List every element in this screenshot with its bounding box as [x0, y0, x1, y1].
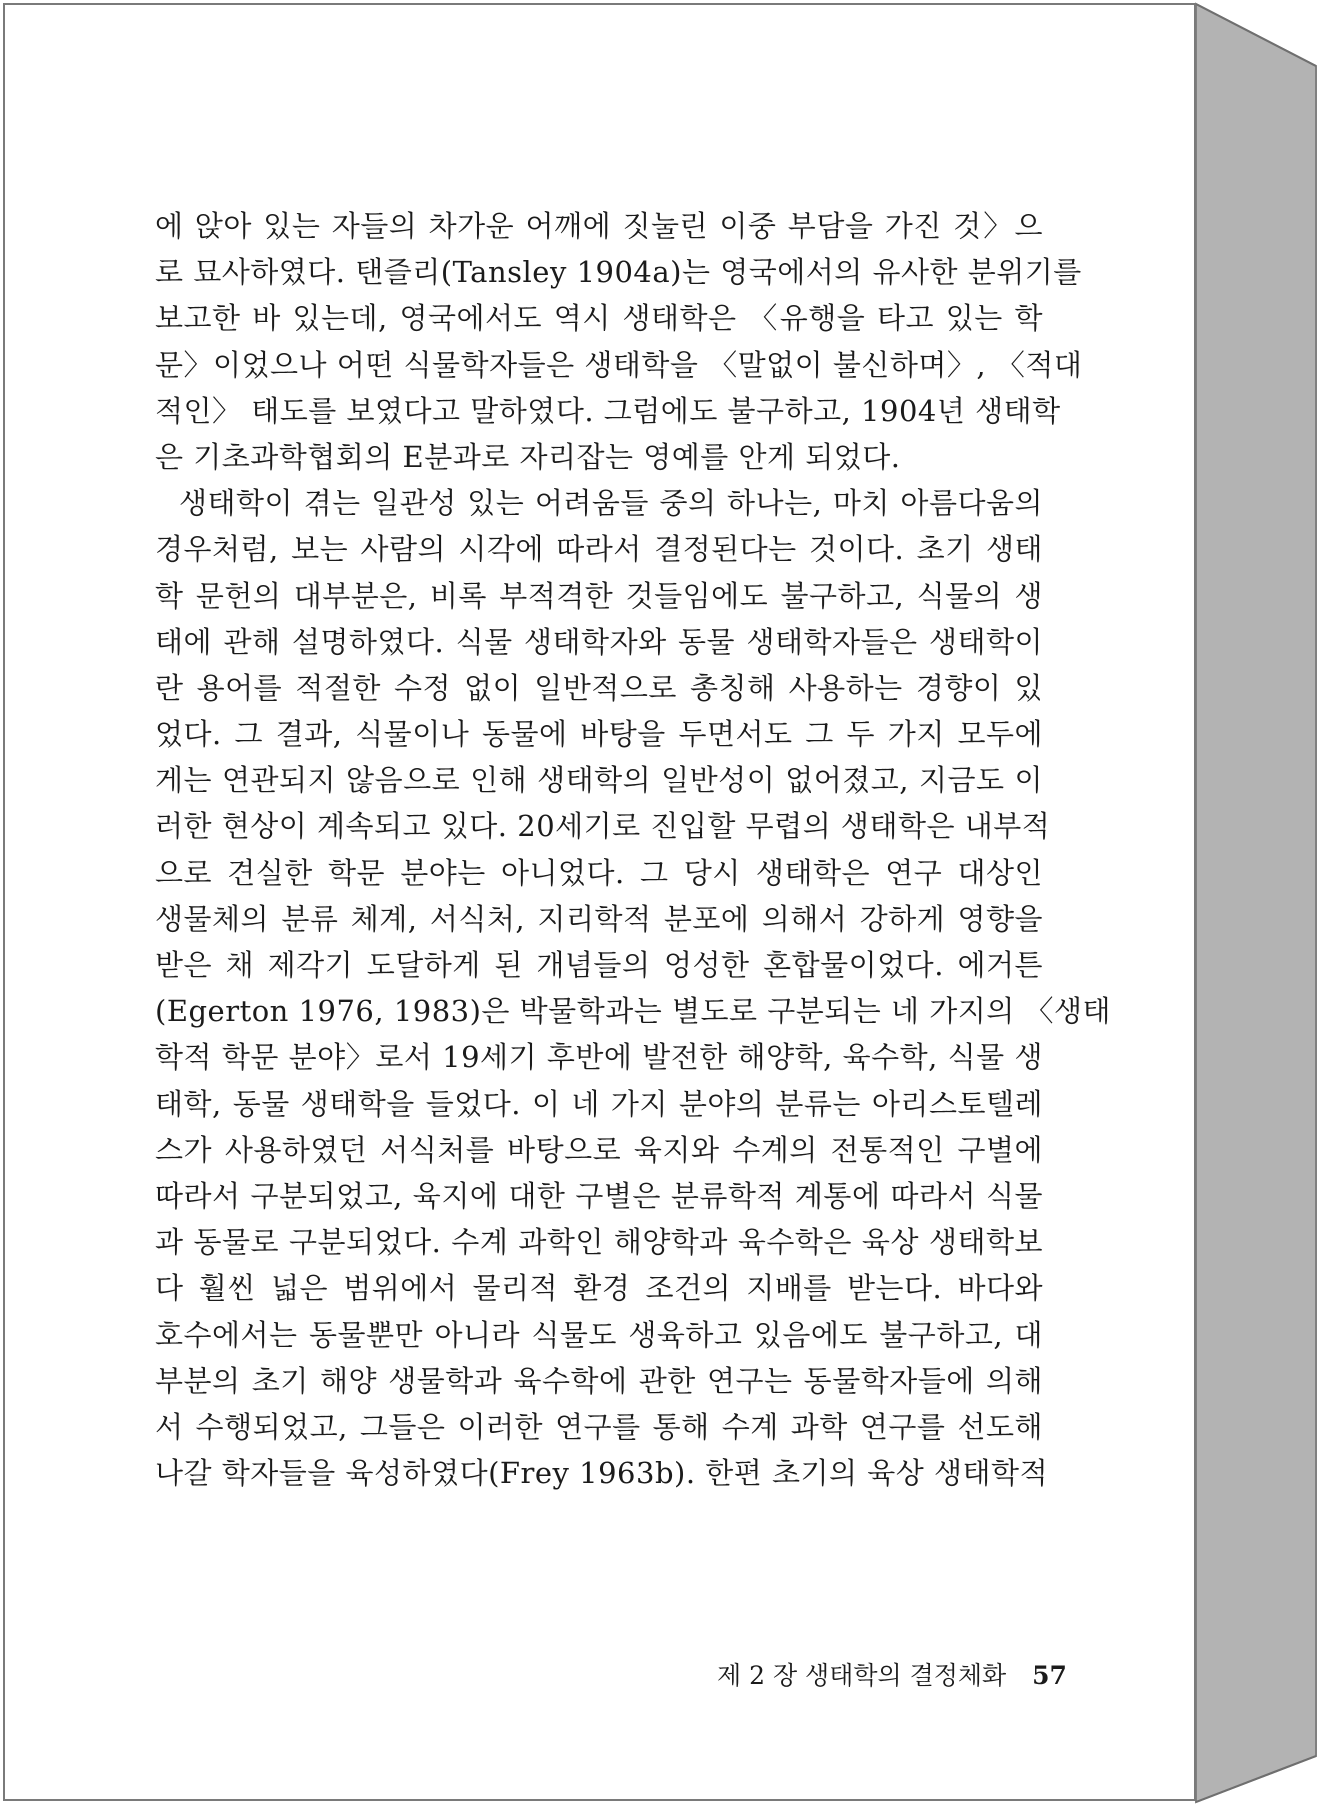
page-number: 57: [1032, 1661, 1067, 1690]
text-line: 서 수행되었고, 그들은 이러한 연구를 통해 수계 과학 연구를 선도해: [155, 1409, 1043, 1444]
text-line: 학적 학문 분야〉로서 19세기 후반에 발전한 해양학, 육수학, 식물 생: [155, 1040, 1043, 1075]
text-line: 에 앉아 있는 자들의 차가운 어깨에 짓눌린 이중 부담을 가진 것〉으: [155, 209, 1043, 243]
chapter-title: 제 2 장 생태학의 결정체화: [717, 1661, 1007, 1690]
text-line: 따라서 구분되었고, 육지에 대한 구별은 분류학적 계통에 따라서 식물: [155, 1178, 1043, 1213]
text-line: 부분의 초기 해양 생물학과 육수학에 관한 연구는 동물학자들에 의해: [155, 1363, 1043, 1398]
text-line: 었다. 그 결과, 식물이나 동물에 바탕을 두면서도 그 두 가지 모두에: [155, 717, 1043, 752]
text-line: 보고한 바 있는데, 영국에서도 역시 생태학은 〈유행을 타고 있는 학: [155, 301, 1043, 336]
text-line: 문〉이었으나 어떤 식물학자들은 생태학을 〈말없이 불신하며〉, 〈적대: [155, 347, 1083, 382]
text-line: 란 용어를 적절한 수정 없이 일반적으로 총칭해 사용하는 경향이 있: [155, 670, 1043, 705]
text-line: 경우처럼, 보는 사람의 시각에 따라서 결정된다는 것이다. 초기 생태: [155, 532, 1043, 567]
text-line: 스가 사용하였던 서식처를 바탕으로 육지와 수계의 전통적인 구별에: [155, 1132, 1043, 1167]
text-line: 과 동물로 구분되었다. 수계 과학인 해양학과 육수학은 육상 생태학보: [155, 1225, 1043, 1260]
text-line: 호수에서는 동물뿐만 아니라 식물도 생육하고 있음에도 불구하고, 대: [155, 1317, 1043, 1352]
text-line: 로 묘사하였다. 탠즐리(Tansley 1904a)는 영국에서의 유사한 분위기를: [155, 255, 1082, 290]
text-line: 러한 현상이 계속되고 있다. 20세기로 진입할 무렵의 생태학은 내부적: [155, 809, 1051, 844]
text-line: 태학, 동물 생태학을 들었다. 이 네 가지 분야의 분류는 아리스토텔레: [155, 1086, 1043, 1121]
text-line: 학 문헌의 대부분은, 비록 부적격한 것들임에도 불구하고, 식물의 생: [155, 578, 1043, 613]
text-line: 나갈 학자들을 육성하였다(Frey 1963b). 한편 초기의 육상 생태학적: [155, 1456, 1049, 1491]
text-line: 으로 견실한 학문 분야는 아니었다. 그 당시 생태학은 연구 대상인: [155, 855, 1043, 890]
text-line: (Egerton 1976, 1983)은 박물학과는 별도로 구분되는 네 가지의 〈생태: [155, 994, 1112, 1029]
text-line: 태에 관해 설명하였다. 식물 생태학자와 동물 생태학자들은 생태학이: [155, 624, 1043, 659]
page-footer: [717, 1656, 1067, 1696]
page-paper: [3, 3, 1196, 1801]
text-line: 게는 연관되지 않음으로 인해 생태학의 일반성이 없어졌고, 지금도 이: [155, 763, 1043, 798]
text-line: 생태학이 겪는 일관성 있는 어려움들 중의 하나는, 마치 아름다움의: [179, 486, 1043, 521]
text-line: 적인〉 태도를 보였다고 말하였다. 그럼에도 불구하고, 1904년 생태학: [155, 393, 1061, 428]
text-line: 다 훨씬 넓은 범위에서 물리적 환경 조건의 지배를 받는다. 바다와: [155, 1271, 1043, 1306]
text-line: 생물체의 분류 체계, 서식처, 지리학적 분포에 의해서 강하게 영향을: [155, 901, 1043, 936]
body-text: [155, 203, 1112, 1496]
book-side-edge: [1196, 4, 1316, 1802]
text-line: 은 기초과학협회의 E분과로 자리잡는 영예를 안게 되었다.: [155, 439, 901, 474]
text-line: 받은 채 제각기 도달하게 된 개념들의 엉성한 혼합물이었다. 에거튼: [155, 948, 1043, 982]
